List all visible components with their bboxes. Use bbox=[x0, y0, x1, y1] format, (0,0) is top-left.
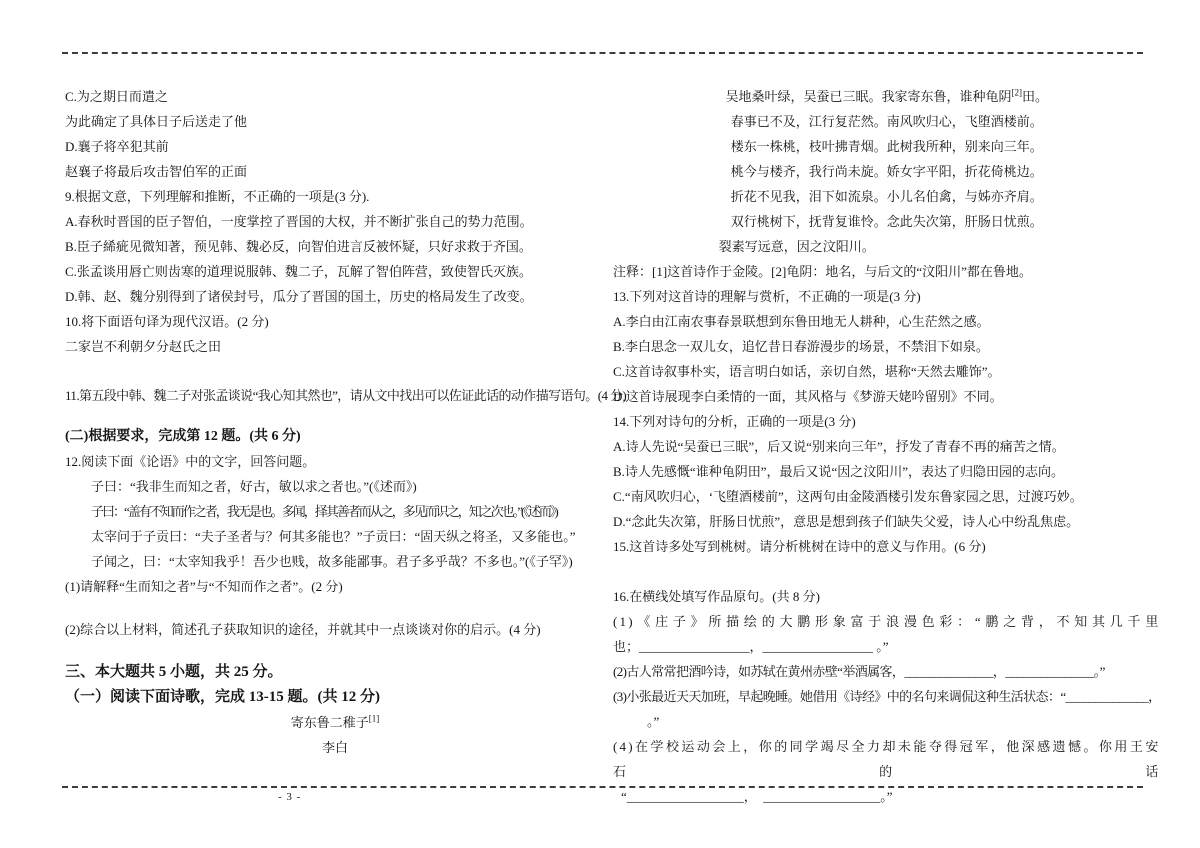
q16-stem: 16.在横线处填写作品原句。(共 8 分) bbox=[613, 589, 820, 604]
q13-stem: 13.下列对这首诗的理解与赏析，不正确的一项是(3 分) bbox=[613, 289, 921, 304]
fill-option-d: D.襄子将卒犯其前 bbox=[65, 139, 169, 154]
poem-title-text: 寄东鲁二稚子 bbox=[290, 715, 369, 730]
q16-item-4-line-2: “__________________， __________________。” bbox=[621, 789, 893, 804]
right-column bbox=[613, 84, 1161, 809]
poem-notes: 注释：[1]这首诗作于金陵。[2]龟阴：地名，与后文的“汶阳川”都在鲁地。 bbox=[613, 264, 1032, 279]
poem-line-4: 桃今与楼齐，我行尚未旋。娇女字平阳，折花倚桃边。 bbox=[730, 164, 1043, 179]
q9-stem: 9.根据文意，下列理解和推断，不正确的一项是(3 分). bbox=[65, 189, 370, 204]
poem-line-7: 裂素写远意，因之汶阳川。 bbox=[718, 239, 875, 254]
q16-item-1-line-1: (1)《庄子》所描绘的大鹏形象富于浪漫色彩：“鹏之背，不知其几千里 bbox=[613, 614, 1161, 629]
q13-option-b: B.李白思念一双儿女，追忆昔日春游漫步的场景，不禁泪下如泉。 bbox=[613, 339, 989, 354]
q16-item-1-line-2: 也；_________________，_________________ 。” bbox=[613, 639, 889, 654]
poem-title-footnote-marker: [1] bbox=[368, 713, 380, 724]
poem-line-1-text: 吴地桑叶绿，吴蚕已三眠。我家寄东鲁，谁种龟阴 bbox=[725, 89, 1012, 104]
q14-option-b: B.诗人先感慨“谁种龟阴田”，最后又说“因之汶阳川”，表达了归隐田园的志向。 bbox=[613, 464, 1065, 479]
poem-line-5: 折花不见我，泪下如流泉。小儿名伯禽，与姊亦齐肩。 bbox=[730, 189, 1043, 204]
page-content bbox=[65, 84, 1161, 809]
q11-stem: 11.第五段中韩、魏二子对张孟谈说“我心知其然也”，请从文中找出可以佐证此话的动作描写语句。(4 分) bbox=[65, 388, 627, 403]
fill-option-c-translation: 为此确定了具体日子后送走了他 bbox=[65, 114, 248, 129]
q13-option-c: C.这首诗叙事朴实，语言明白如话，亲切自然，堪称“天然去雕饰”。 bbox=[613, 364, 1001, 379]
page-number: - 3 - bbox=[278, 791, 302, 803]
poem-line-6: 双行桃树下，抚背复谁怜。念此失次第，肝肠日忧煎。 bbox=[730, 214, 1043, 229]
spacer bbox=[65, 359, 605, 383]
q12-part-1: (1)请解释“生而知之者”与“不知而作之者”。(2 分) bbox=[65, 579, 343, 594]
q13-option-a: A.李白由江南农事春景联想到东鲁田地无人耕种，心生茫然之感。 bbox=[613, 314, 990, 329]
q9-option-d: D.韩、赵、魏分别得到了诸侯封号，瓜分了晋国的国土，历史的格局发生了改变。 bbox=[65, 289, 533, 304]
q12-part-2: (2)综合以上材料，简述孔子获取知识的途径，并就其中一点谈谈对你的启示。(4 分) bbox=[65, 622, 541, 637]
section-2-header: (二)根据要求，完成第 12 题。(共 6 分) bbox=[65, 429, 301, 444]
q9-option-a: A.春秋时晋国的臣子智伯，一度掌控了晋国的大权，并不断扩张自己的势力范围。 bbox=[65, 214, 533, 229]
q10-stem: 10.将下面语句译为现代汉语。(2 分) bbox=[65, 314, 269, 329]
q13-option-d: D.这首诗展现李白柔情的一面，其风格与《梦游天姥吟留别》不同。 bbox=[613, 389, 1003, 404]
q15-stem: 15.这首诗多处写到桃树。请分析桃树在诗中的意义与作用。(6 分) bbox=[613, 539, 986, 554]
poem-title bbox=[65, 710, 605, 735]
q12-stem: 12.阅读下面《论语》中的文字，回答问题。 bbox=[65, 454, 316, 469]
fill-option-c: C.为之期日而遣之 bbox=[65, 89, 168, 104]
poem-line-3: 楼东一株桃，枝叶拂青烟。此树我所种，别来向三年。 bbox=[730, 139, 1043, 154]
q9-option-c: C.张孟谈用唇亡则齿寒的道理说服韩、魏二子，瓦解了智伯阵营，致使智氏灭族。 bbox=[65, 264, 532, 279]
q9-option-b: B.臣子絺疵见微知著，预见韩、魏必反，向智伯进言反被怀疑，只好求救于齐国。 bbox=[65, 239, 532, 254]
spacer bbox=[65, 642, 605, 660]
q14-option-c: C.“南风吹归心，‘飞堕酒楼前”，这两句由金陵酒楼引发东鲁家园之思，过渡巧妙。 bbox=[613, 489, 1083, 504]
q14-option-a: A.诗人先说“吴蚕已三眠”，后又说“别来向三年”，抒发了青春不再的痛苦之情。 bbox=[613, 439, 1065, 454]
section-3-header: 三、本大题共 5 小题，共 25 分。 bbox=[65, 664, 283, 680]
spacer bbox=[65, 599, 605, 617]
analects-quote-1: 子曰：“我非生而知之者，好古，敏以求之者也。”(《述而》) bbox=[91, 479, 417, 494]
part-1-header: （一）阅读下面诗歌，完成 13-15 题。(共 12 分) bbox=[65, 689, 380, 705]
q16-item-4-line-1: (4)在学校运动会上，你的同学竭尽全力却未能夺得冠军，他深感遗憾。你用王安石的话 bbox=[613, 739, 1161, 779]
bottom-divider bbox=[62, 786, 1143, 788]
left-column bbox=[65, 84, 627, 809]
poem-footnote-2-marker: [2] bbox=[1011, 87, 1023, 98]
analects-quote-3: 太宰问于子贡曰：“夫子圣者与？何其多能也？”子贡曰：“固天纵之将圣，又多能也。” bbox=[91, 529, 576, 544]
q16-item-3-line-1: (3)小张最近天天加班，早起晚睡。她借用《诗经》中的名句来调侃这种生活状态：“______________， bbox=[613, 689, 1161, 704]
poem-author: 李白 bbox=[321, 740, 348, 755]
poem-line-1-tail: 田。 bbox=[1022, 89, 1049, 104]
q14-stem: 14.下列对诗句的分析，正确的一项是(3 分) bbox=[613, 414, 856, 429]
analects-quote-2: 子曰：“盖有不知而作之者，我无是也。多闻，择其善者而从之，多见而识之，知之次也。”(《述而》) bbox=[91, 504, 557, 519]
poem-line-2: 春事已不及，江行复茫然。南风吹归心，飞堕酒楼前。 bbox=[730, 114, 1043, 129]
q16-item-3-line-2: 。” bbox=[647, 714, 660, 729]
q14-option-d: D.“念此失次第，肝肠日忧煎”，意思是想到孩子们缺失父爱，诗人心中纷乱焦虑。 bbox=[613, 514, 1080, 529]
spacer bbox=[65, 408, 605, 424]
q10-sentence: 二家岂不利朝夕分赵氏之田 bbox=[65, 339, 222, 354]
top-divider bbox=[62, 52, 1143, 54]
fill-option-d-translation: 赵襄子将最后攻击智伯军的正面 bbox=[65, 164, 248, 179]
analects-quote-4: 子闻之，曰：“太宰知我乎！吾少也贱，故多能鄙事。君子多乎哉？不多也。”(《子罕》) bbox=[91, 554, 573, 569]
poem-line-1 bbox=[613, 84, 1161, 109]
spacer bbox=[613, 559, 1161, 584]
q16-item-2: (2)古人常常把酒吟诗，如苏轼在黄州赤壁“举酒属客，_______________，_______________。” bbox=[613, 664, 1105, 679]
